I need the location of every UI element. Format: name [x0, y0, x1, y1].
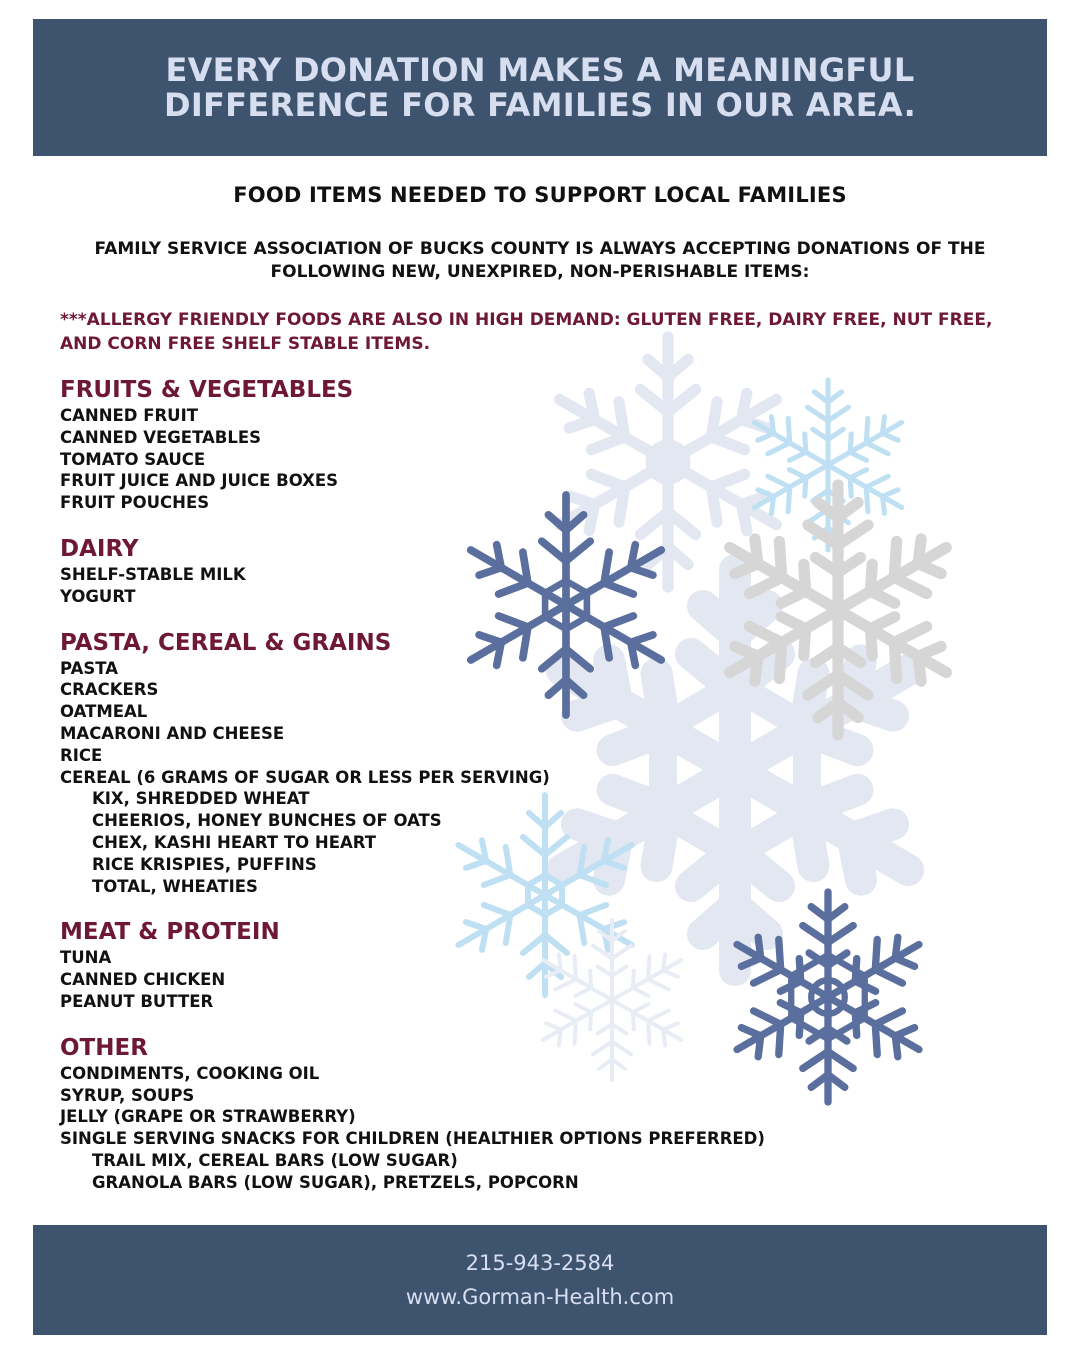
list-item: CANNED VEGETABLES: [60, 427, 262, 447]
list-sub-item: RICE KRISPIES, PUFFINS: [92, 854, 317, 874]
intro-text: FAMILY SERVICE ASSOCIATION OF BUCKS COUNTY IS ALWAYS ACCEPTING DONATIONS OF THE FOLLOWING NEW, UNEXPIRED, NON-PERISHABLE ITEMS:: [94, 239, 986, 282]
section-pasta-cereal-grains: [60, 629, 780, 898]
list-item: CANNED FRUIT: [60, 406, 198, 425]
section-title: OTHER: [60, 1034, 148, 1061]
list-item: FRUIT JUICE AND JUICE BOXES: [60, 471, 339, 491]
phone-number[interactable]: 215-943-2584: [465, 1251, 615, 1275]
list-sub-item: CHEX, KASHI HEART TO HEART: [92, 832, 376, 852]
section-other: [60, 1034, 780, 1194]
list-sub-item: TOTAL, WHEATIES: [92, 876, 258, 896]
footer-banner: [33, 1225, 1047, 1335]
list-item: JELLY (GRAPE OR STRAWBERRY): [60, 1107, 356, 1127]
list-item: FRUIT POUCHES: [60, 493, 210, 513]
section-meat-protein: [60, 918, 780, 1012]
list-item: CEREAL (6 GRAMS OF SUGAR OR LESS PER SERVING): [60, 767, 550, 787]
section-title: FRUITS & VEGETABLES: [60, 377, 354, 403]
list-item: SHELF-STABLE MILK: [60, 564, 246, 584]
list-item: PASTA: [60, 658, 118, 678]
section-title: DAIRY: [60, 535, 139, 562]
list-sub-item: TRAIL MIX, CEREAL BARS (LOW SUGAR): [92, 1150, 458, 1170]
list-item: YOGURT: [60, 586, 136, 606]
section-title: PASTA, CEREAL & GRAINS: [60, 629, 392, 656]
list-item: RICE: [60, 745, 103, 765]
headline: EVERY DONATION MAKES A MEANINGFUL DIFFERENCE FOR FAMILIES IN OUR AREA.: [163, 50, 917, 124]
list-item: OATMEAL: [60, 702, 148, 722]
list-sub-item: CHEERIOS, HONEY BUNCHES OF OATS: [92, 811, 442, 831]
list-item: SYRUP, SOUPS: [60, 1085, 195, 1105]
list-item: PEANUT BUTTER: [60, 991, 214, 1011]
section-fruits-vegetables: [60, 376, 780, 514]
list-item: TOMATO SAUCE: [60, 449, 206, 469]
list-item: CRACKERS: [60, 680, 159, 700]
website-link[interactable]: www.Gorman-Health.com: [405, 1285, 675, 1309]
list-sub-item: KIX, SHREDDED WHEAT: [92, 789, 310, 809]
donation-list: [60, 376, 780, 1215]
list-item: MACARONI AND CHEESE: [60, 723, 285, 743]
list-item: CONDIMENTS, COOKING OIL: [60, 1063, 320, 1083]
list-item: TUNA: [60, 948, 112, 968]
list-sub-item: GRANOLA BARS (LOW SUGAR), PRETZELS, POPCORN: [92, 1172, 579, 1192]
section-dairy: [60, 535, 780, 608]
list-item: CANNED CHICKEN: [60, 970, 226, 990]
section-title: MEAT & PROTEIN: [60, 919, 280, 946]
list-item: SINGLE SERVING SNACKS FOR CHILDREN (HEALTHIER OPTIONS PREFERRED): [60, 1129, 765, 1149]
allergy-note: ***ALLERGY FRIENDLY FOODS ARE ALSO IN HIGH DEMAND: GLUTEN FREE, DAIRY FREE, NUT FREE, AND CORN FREE SHELF STABLE ITEMS.: [60, 310, 993, 354]
subheading: FOOD ITEMS NEEDED TO SUPPORT LOCAL FAMILIES: [233, 183, 847, 207]
